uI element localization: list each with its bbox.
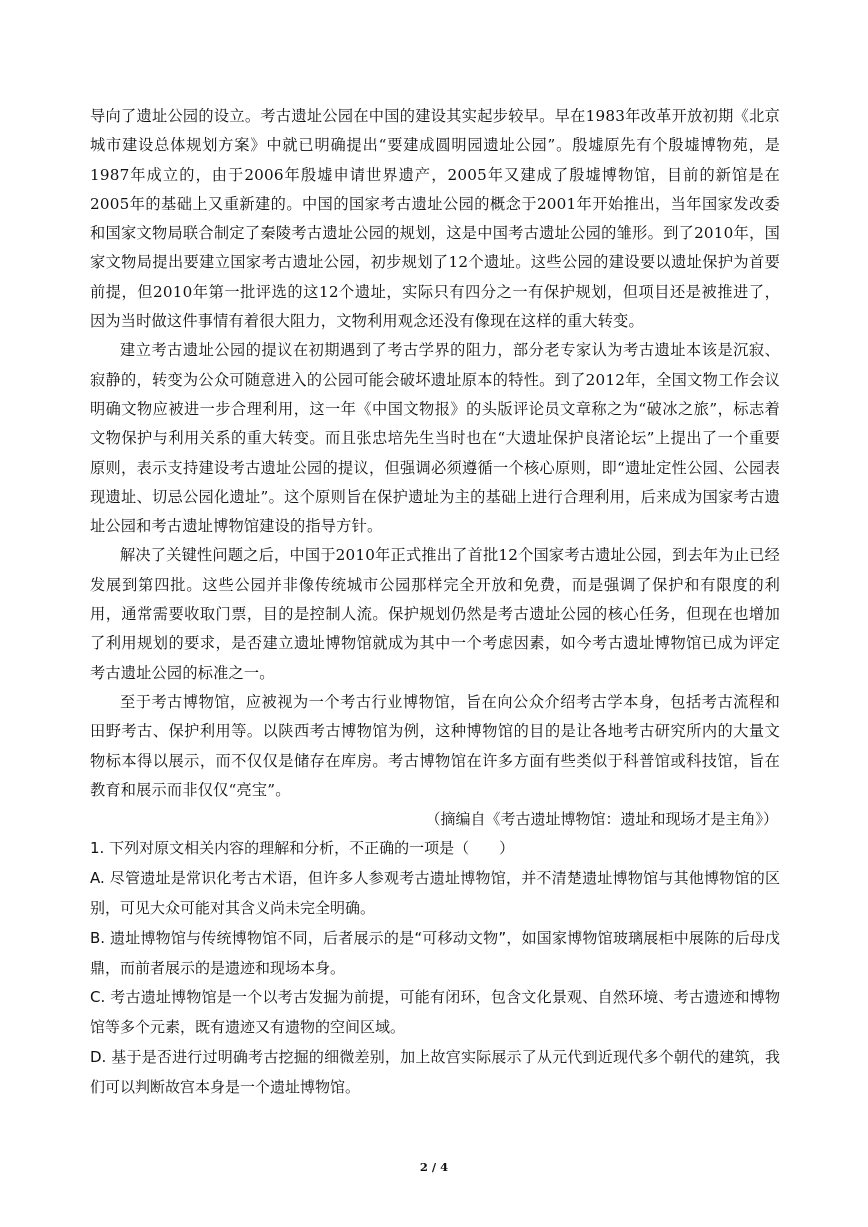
passage-paragraph-4: 至于考古博物馆，应被视为一个考古行业博物馆，旨在向公众介绍考古学本身，包括考古流程和田野考古、保护利用等。以陕西考古博物馆为例，这种博物馆的目的是让各地考古研究所内的大量文物标本得以展示，而不仅仅是储存在库房。考古博物馆在许多方面有些类似于科普馆或科技馆，旨在教育和展示而非仅仅“亮宝”。 (90, 692, 780, 799)
passage-paragraph-1: 导向了遗址公园的设立。考古遗址公园在中国的建设其实起步较早。早在1983年改革开放初期《北京城市建设总体规划方案》中就已明确提出“要建成圆明园遗址公园”。殷墟原先有个殷墟博物苑，是1987年成立的，由于2006年殷墟申请世界遗产，2005年又建成了殷墟博物馆，目前的新馆是在2005年的基础上又重新建的。中国的国家考古遗址公园的概念于2001年开始推出，当年国家发改委和国家文物局联合制定了秦陵考古遗址公园的规划，这是中国考古遗址公园的雏形。到了2010年，国家文物局提出要建立国家考古遗址公园，初步规划了12个遗址。这些公园的建设要以遗址保护为首要前提，但2010年第一批评选的这12个遗址，实际只有四分之一有保护规划，但项目还是被推进了，因为当时做这件事情有着很大阻力，文物利用观念还没有像现在这样的重大转变。 (90, 107, 780, 331)
option-c: C. 考古遗址博物馆是一个以考古发掘为前提，可能有闭环，包含文化景观、自然环境、考古遗迹和博物馆等多个元素，既有遗迹又有遗物的空间区域。 (90, 988, 780, 1037)
question-stem: 1. 下列对原文相关内容的理解和分析，不正确的一项是（ ） (90, 839, 515, 858)
passage-paragraph-3: 解决了关键性问题之后，中国于2010年正式推出了首批12个国家考古遗址公园，到去年为止已经发展到第四批。这些公园并非像传统城市公园那样完全开放和免费，而是强调了保护和有限度的利用，通常需要收取门票，目的是控制人流。保护规划仍然是考古遗址公园的核心任务，但现在也增加了利用规划的要求，是否建立遗址博物馆就成为其中一个考虑因素，如今考古遗址博物馆已成为评定考古遗址公园的标准之一。 (90, 546, 780, 682)
passage (90, 102, 780, 834)
option-b: B. 遗址博物馆与传统博物馆不同，后者展示的是“可移动文物”，如国家博物馆玻璃展柜中展陈的后母戊鼎，而前者展示的是遗迹和现场本身。 (90, 928, 780, 977)
page-content (90, 102, 780, 1103)
question-1 (90, 834, 780, 1102)
page-number: 2 / 4 (419, 1160, 449, 1174)
option-d: D. 基于是否进行过明确考古挖掘的细微差别，加上故宫实际展示了从元代到近现代多个朝代的建筑，我们可以判断故宫本身是一个遗址博物馆。 (90, 1048, 780, 1096)
passage-source: （摘编自《考古遗址博物馆：遗址和现场才是主角》） (425, 810, 778, 829)
option-a: A. 尽管遗址是常识化考古术语，但许多人参观考古遗址博物馆，并不清楚遗址博物馆与其他博物馆的区别，可见大众可能对其含义尚未完全明确。 (90, 869, 780, 918)
passage-paragraph-2: 建立考古遗址公园的提议在初期遇到了考古学界的阻力，部分老专家认为考古遗址本该是沉寂、寂静的，转变为公众可随意进入的公园可能会破坏遗址原本的特性。到了2012年，全国文物工作会议明确文物应被进一步合理利用，这一年《中国文物报》的头版评论员文章称之为“破冰之旅”，标志着文物保护与利用关系的重大转变。而且张忠培先生当时也在“大遗址保护良渚论坛”上提出了一个重要原则，表示支持建设考古遗址公园的提议，但强调必须遵循一个核心原则，即“遗址定性公园、公园表现遗址、切忌公园化遗址”。这个原则旨在保护遗址为主的基础上进行合理利用，后来成为国家考古遗址公园和考古遗址博物馆建设的指导方针。 (90, 341, 780, 536)
